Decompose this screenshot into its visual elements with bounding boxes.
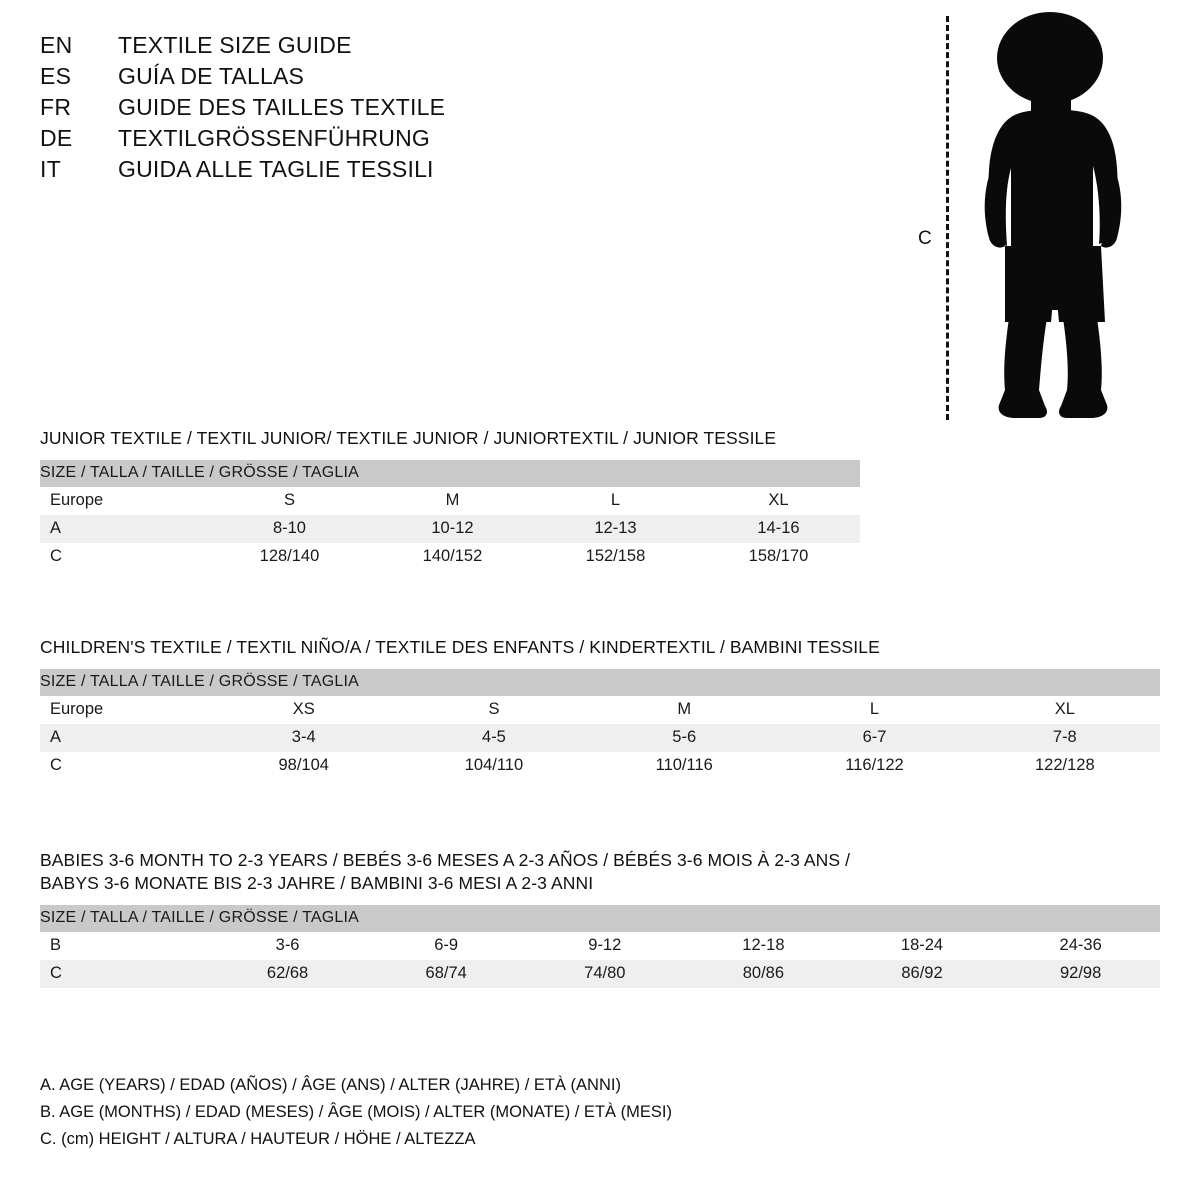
table-row <box>40 515 860 543</box>
section-heading-babies-line1: BABIES 3-6 MONTH TO 2-3 YEARS / BEBÉS 3-6 MESES A 2-3 AÑOS / BÉBÉS 3-6 MOIS À 2-3 ANS / <box>40 850 851 870</box>
height-dashed-line <box>946 16 949 420</box>
cell-c-3: 158/170 <box>748 547 809 565</box>
junior-size-table <box>40 460 860 571</box>
language-code-de: DE <box>40 125 73 151</box>
band-label-childrens: SIZE / TALLA / TAILLE / GRÖSSE / TAGLIA <box>40 673 360 690</box>
cell-europe-3: L <box>869 700 880 718</box>
footnote-a: A. AGE (YEARS) / EDAD (AÑOS) / ÂGE (ANS) / ALTER (JAHRE) / ETÀ (ANNI) <box>40 1076 621 1094</box>
cell-c-0: 62/68 <box>266 964 309 982</box>
babies-size-table <box>40 905 1160 988</box>
cell-europe-0: XS <box>292 700 315 718</box>
cell-c-0: 128/140 <box>259 547 320 565</box>
row-label-c: C <box>50 964 62 982</box>
heading-pre: CHILDREN'S TEXTILE / TEXTIL NIÑO <box>40 637 345 657</box>
child-silhouette-icon <box>955 10 1155 430</box>
title-row <box>40 94 600 121</box>
cell-c-1: 104/110 <box>464 756 524 774</box>
cell-c-0: 98/104 <box>278 756 329 774</box>
figure-measure-label: C <box>918 228 932 249</box>
row-label-a: A <box>50 728 62 746</box>
cell-c-1: 68/74 <box>425 964 467 982</box>
language-code-fr: FR <box>40 94 72 120</box>
title-text-it: GUIDA ALLE TAGLIE TESSILI <box>118 156 434 182</box>
legend-footnotes <box>40 1072 672 1153</box>
heading-sub: /A <box>344 637 361 657</box>
heading-post: / TEXTILE DES ENFANTS / KINDERTEXTIL / BAMBINI TESSILE <box>360 637 880 657</box>
footnote-c: C. (cm) HEIGHT / ALTURA / HAUTEUR / HÖHE / ALTEZZA <box>40 1130 476 1148</box>
cell-c-5: 92/98 <box>1060 964 1102 982</box>
cell-b-0: 3-6 <box>275 936 300 954</box>
cell-europe-3: XL <box>768 491 789 509</box>
row-label-a: A <box>50 519 62 537</box>
language-code-es: ES <box>40 63 72 89</box>
language-code-it: IT <box>40 156 62 182</box>
cell-europe-1: S <box>488 700 500 718</box>
table-row <box>40 752 1160 780</box>
cell-a-0: 8-10 <box>272 519 306 537</box>
cell-a-2: 5-6 <box>672 728 697 746</box>
section-babies-textile <box>40 850 1170 988</box>
cell-europe-2: M <box>677 700 692 718</box>
table-row <box>40 960 1160 988</box>
cell-a-2: 12-13 <box>594 519 637 537</box>
cell-a-1: 10-12 <box>431 519 474 537</box>
footnote-b: B. AGE (MONTHS) / EDAD (MESES) / ÂGE (MOIS) / ALTER (MONATE) / ETÀ (MESI) <box>40 1103 672 1121</box>
title-text-fr: GUIDE DES TAILLES TEXTILE <box>118 94 446 120</box>
band-label-babies: SIZE / TALLA / TAILLE / GRÖSSE / TAGLIA <box>40 909 360 926</box>
table-band-row <box>40 460 860 487</box>
cell-europe-0: S <box>283 491 295 509</box>
cell-c-3: 80/86 <box>742 964 785 982</box>
table-row <box>40 487 860 515</box>
cell-b-1: 6-9 <box>434 936 459 954</box>
cell-a-1: 4-5 <box>482 728 506 746</box>
title-block <box>40 32 600 187</box>
section-heading-babies-line2: BABYS 3-6 MONATE BIS 2-3 JAHRE / BAMBINI 3-6 MESI A 2-3 ANNI <box>40 873 594 893</box>
title-text-de: TEXTILGRÖSSENFÜHRUNG <box>118 125 430 151</box>
height-measure-figure <box>900 10 1160 425</box>
title-text-es: GUÍA DE TALLAS <box>118 63 305 89</box>
cell-europe-1: M <box>445 491 460 509</box>
table-band-row <box>40 669 1160 696</box>
cell-a-4: 7-8 <box>1052 728 1077 746</box>
cell-c-4: 122/128 <box>1034 756 1095 774</box>
section-heading-junior: JUNIOR TEXTILE / TEXTIL JUNIOR/ TEXTILE JUNIOR / JUNIORTEXTIL / JUNIOR TESSILE <box>40 428 777 448</box>
row-label-c: C <box>50 756 62 774</box>
title-row <box>40 156 600 183</box>
cell-europe-4: XL <box>1054 700 1075 718</box>
section-junior-textile <box>40 428 1160 571</box>
cell-c-1: 140/152 <box>422 547 483 565</box>
cell-b-4: 18-24 <box>900 936 944 954</box>
row-label-b: B <box>50 936 62 954</box>
cell-a-3: 14-16 <box>757 519 800 537</box>
cell-c-2: 152/158 <box>585 547 646 565</box>
title-row <box>40 32 600 59</box>
cell-c-4: 86/92 <box>901 964 943 982</box>
cell-c-3: 116/122 <box>845 756 904 774</box>
childrens-size-table <box>40 669 1160 780</box>
row-label-europe: Europe <box>50 491 104 509</box>
table-row <box>40 696 1160 724</box>
cell-europe-2: L <box>610 491 621 509</box>
row-label-europe: Europe <box>50 700 104 718</box>
band-label-junior: SIZE / TALLA / TAILLE / GRÖSSE / TAGLIA <box>40 464 360 481</box>
section-childrens-textile <box>40 637 1170 780</box>
table-row <box>40 724 1160 752</box>
section-heading-childrens <box>40 637 1170 658</box>
title-text-en: TEXTILE SIZE GUIDE <box>118 32 352 58</box>
table-row <box>40 932 1160 960</box>
cell-a-3: 6-7 <box>862 728 887 746</box>
table-band-row <box>40 905 1160 932</box>
language-code-en: EN <box>40 32 73 58</box>
title-row <box>40 63 600 90</box>
cell-b-5: 24-36 <box>1059 936 1102 954</box>
cell-b-2: 9-12 <box>588 936 622 954</box>
row-label-c: C <box>50 547 62 565</box>
title-row <box>40 125 600 152</box>
table-row <box>40 543 860 571</box>
cell-c-2: 74/80 <box>584 964 626 982</box>
cell-a-0: 3-4 <box>291 728 316 746</box>
cell-b-3: 12-18 <box>742 936 785 954</box>
cell-c-2: 110/116 <box>655 756 713 774</box>
